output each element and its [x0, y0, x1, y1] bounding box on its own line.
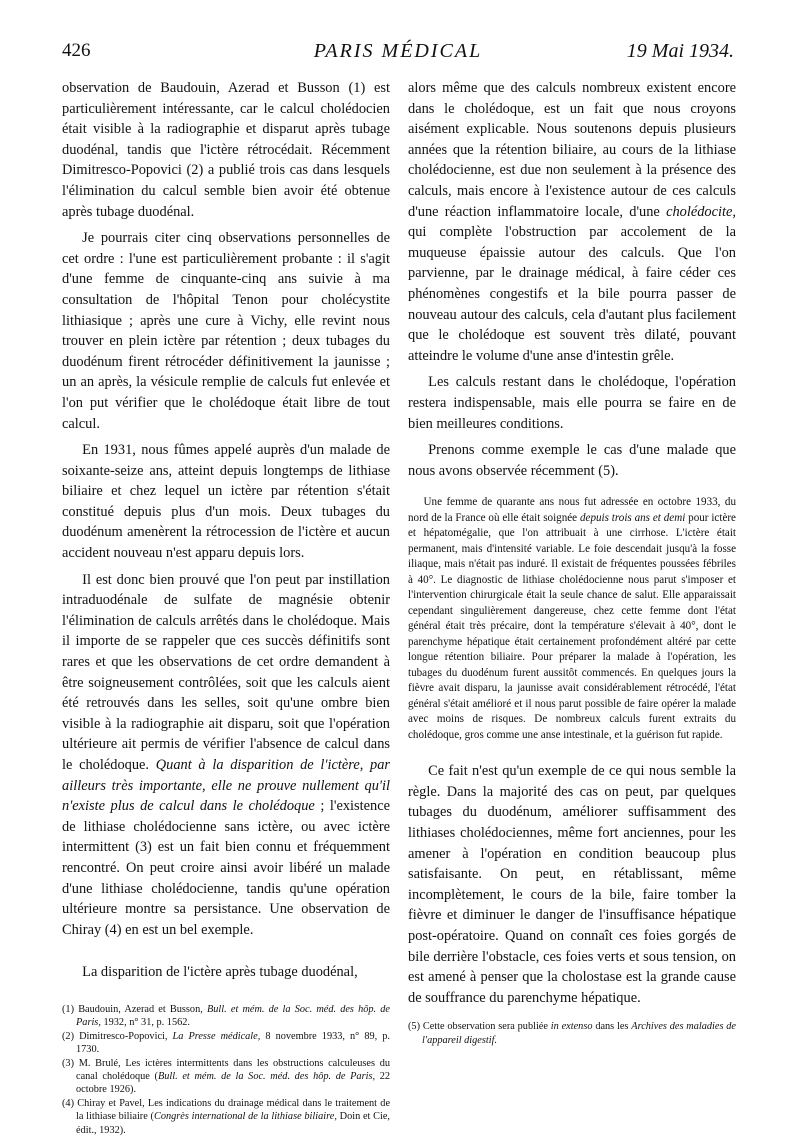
footnotes — [408, 1020, 736, 1047]
paragraph: La disparition de l'ictère après tubage duodénal, — [82, 964, 358, 981]
paragraph-text: Il est donc bien prouvé que l'on peut par instillation intraduodénale de sulfate de magnésie obtenir l'élimination de calculs arrêtés dans le cholédoque. Mais il importe de se rappeler que ces succès définitifs sont rares et que les observations de cet ordre demandent à être soigneusement contrôlées, soit que les calculs aient été retrouvés dans les selles, soit qu'une ombre bien visible à la radiographie ait disparu, soit que l'opération ultérieure ait permis de vérifier l'absence de calcul dans le cholédoque. — [62, 571, 390, 773]
footnote-title: Les indications du drainage médical dans le traitement de la lithiase biliaire ( — [76, 1097, 391, 1123]
page-header — [62, 40, 734, 72]
footnote-ref: 8 novembre 1933, n° 89, p. 1730. — [76, 1030, 390, 1056]
issue-date: 19 Mai 1934. — [626, 40, 734, 62]
paragraph: Les calculs restant dans le cholédoque, l'opération restera indispensable, mais elle pourra se faire en de bien meilleures conditions. — [408, 374, 736, 432]
left-column — [62, 78, 390, 1137]
footnote-source: Bull. et mém. de la Soc. méd. des hôp. de Paris, — [157, 1070, 376, 1082]
footnote-source: Bull. et mém. de la Soc. méd. des hôp. de Paris, — [76, 1003, 391, 1029]
footnote-source: La Presse médicale, — [172, 1030, 261, 1042]
footnote-number: (5) — [408, 1021, 421, 1033]
paragraph: observation de Baudouin, Azerad et Busson (1) est particulièrement intéressante, car le calcul cholédocien était visible à la radiographie et disparut après tubage duodénal, tandis que l'ictère rétrocédait. Récemment Dimitresco-Popovici (2) a publié trois cas dans lesquels l'élimination du calcul semble bien avoir été obtenue après tubage duodénal. — [62, 80, 390, 220]
footnote — [62, 1097, 390, 1137]
paragraph-text: pour ictère et hépatomégalie, que l'on attribuait à une cirrhose. L'ictère était permanent, mais d'intensité variable. Le foie descendait jusqu'à la fosse iliaque, mais n'était pas induré. Il existait de fréquentes poussées fébriles à 40°. Le diagnostic de lithiase cholédocienne nous parut s'imposer et l'intervention chirurgicale était la seule chance de salut. Elle apparaissait cependant singulièrement dangereuse, chez cette femme dont l'état général était très précaire, dont la température s'élevait à 40°, dont le parenchyme hépatique était certainement profondément altéré par cette longue rétention biliaire. Pour préparer la malade à l'opération, les tubages du duodénum furent aussitôt commencés. En quelques jours la fièvre avait disparu, la jaunisse avait considérablement rétrocédé, l'état général s'était amélioré et il nous parut possible de faire opérer la malade avec moins de risques. De nombreux calculs furent extraits du cholédoque, gros comme une anse intestinale, et la guérison fut rapide. — [408, 511, 736, 741]
footnote-authors: Chiray et Pavel, — [77, 1097, 145, 1109]
footnote-ref: 1932, n° 31, p. 1562. — [103, 1017, 190, 1029]
footnote-ref: Doin et Cie, édit., 1932). — [76, 1111, 391, 1136]
footnote-text: dans les — [595, 1021, 629, 1033]
paragraph — [62, 570, 390, 941]
paragraph: Prenons comme exemple le cas d'une malade que nous avons observée récemment (5). — [408, 442, 736, 479]
case-report — [408, 495, 736, 743]
journal-title: PARIS MÉDICAL — [313, 40, 483, 62]
emphasis-text: Quant à la disparition de l'ictère, par ailleurs très importante, elle ne prouve nullement qu'il n'existe plus de calcul dans le cholédoque — [62, 757, 390, 815]
emphasis-text: cholédocite, — [666, 203, 736, 220]
footnote — [62, 1057, 390, 1097]
footnote-authors: Baudouin, Azerad et Busson, — [78, 1003, 203, 1015]
footnote-authors: Dimitresco-Popovici, — [79, 1030, 168, 1042]
footnote-source: Congrès international de la lithiase biliaire, — [153, 1111, 337, 1123]
footnote-title: Les ictères intermittents dans les obstructions calculeuses du canal cholédoque ( — [76, 1057, 390, 1082]
right-column — [408, 78, 736, 1047]
page-number: 426 — [62, 40, 91, 61]
paragraph-text: ; l'existence de lithiase cholédocienne sans ictère, ou avec ictère intermittent (3) est un fait bien connu et fréquemment rencontré. On peut croire ainsi avoir libéré un malade d'une lithiase cholédocienne, tandis qu'une opération ultérieure montre sa persistance. Une observation de Chiray (4) en est un bel exemple. — [62, 798, 390, 938]
footnote — [408, 1020, 736, 1047]
footnote — [62, 1030, 390, 1057]
footnote-number: (4) — [62, 1097, 75, 1109]
paragraph-text: Une femme de quarante ans nous fut adressée en octobre 1933, du nord de la France où elle était soignée — [408, 496, 736, 524]
paragraph-text: qui complète l'obstruction par accolement de la muqueuse épaissie autour des calculs. Que l'on parvienne, par le drainage médical, à faire céder ces phénomènes congestifs et la bile pourra passer de nouveau autour des calculs, cela d'autant plus facilement que le cholédoque est souvent très dilaté, pouvant atteindre le volume d'une anse d'intestin grêle. — [408, 224, 736, 364]
footnote-emphasis: in extenso — [550, 1021, 593, 1033]
footnote-number: (3) — [62, 1057, 75, 1069]
paragraph-text: alors même que des calculs nombreux existent encore dans le cholédoque, est un fait que nous croyons aisément explicable. Nous soutenons depuis plusieurs années que la rétention biliaire, au cours de la lithiase cholédocienne, est due non seulement à la présence des calculs, mais encore à l'existence autour de ces calculs d'une réaction inflammatoire locale, d'une — [408, 80, 736, 220]
footnote-source: Archives des maladies de l'appareil digestif. — [422, 1021, 737, 1046]
paragraph: Je pourrais citer cinq observations personnelles de cet ordre : l'une est particulièrement probante : il s'agit d'une femme de cinquante-cinq ans suivie à ma consultation de l'hôpital Tenon pour cholécystite lithiasique ; après une cure à Vichy, elle revint nous trouver en plein ictère par rétention ; deux tubages du duodénum firent rétrocéder définitivement la jaunisse ; un an après, la vésicule remplie de calculs fut enlevée et l'on put vérifier que le cholédoque était libre de tout calcul. — [62, 230, 390, 432]
paragraph — [408, 78, 736, 366]
footnote-number: (1) — [62, 1003, 75, 1015]
paragraph: En 1931, nous fûmes appelé auprès d'un malade de soixante-seize ans, atteint depuis longtemps de lithiase biliaire et chez lequel un ictère par rétention s'était constitué depuis plus d'un mois. Deux tubages du duodénum amenèrent la rétrocession de l'ictère et aucun accident nouveau n'est apparu depuis lors. — [62, 442, 390, 562]
case-report-text — [408, 495, 736, 743]
footnote — [62, 1003, 390, 1030]
footnote-authors: M. Brulé, — [78, 1057, 121, 1069]
footnote-ref: 22 octobre 1926). — [76, 1070, 390, 1096]
footnote-number: (2) — [62, 1030, 75, 1042]
footnote-text: Cette observation sera publiée — [422, 1021, 548, 1033]
footnotes — [62, 1003, 390, 1137]
emphasis-text: depuis trois ans et demi — [579, 511, 686, 524]
paragraph: Ce fait n'est qu'un exemple de ce qui nous semble la règle. Dans la majorité des cas on peut, par quelques tubages du duodénum, améliorer suffisamment des lithiases cholédociennes, même fort anciennes, pour les amener à l'opération en condition beaucoup plus satisfaisante. On peut, en rétablissant, même incomplètement, le cours de la bile, faire tomber la fièvre et diminuer le danger de l'insuffisance hépatique post-opératoire. Quand on connaît ces foies gorgés de bile derrière l'obstacle, ces foies verts et sous tension, on est amené à penser que la cholostase est la grande cause de souffrance du parenchyme hépatique. — [408, 763, 736, 1006]
